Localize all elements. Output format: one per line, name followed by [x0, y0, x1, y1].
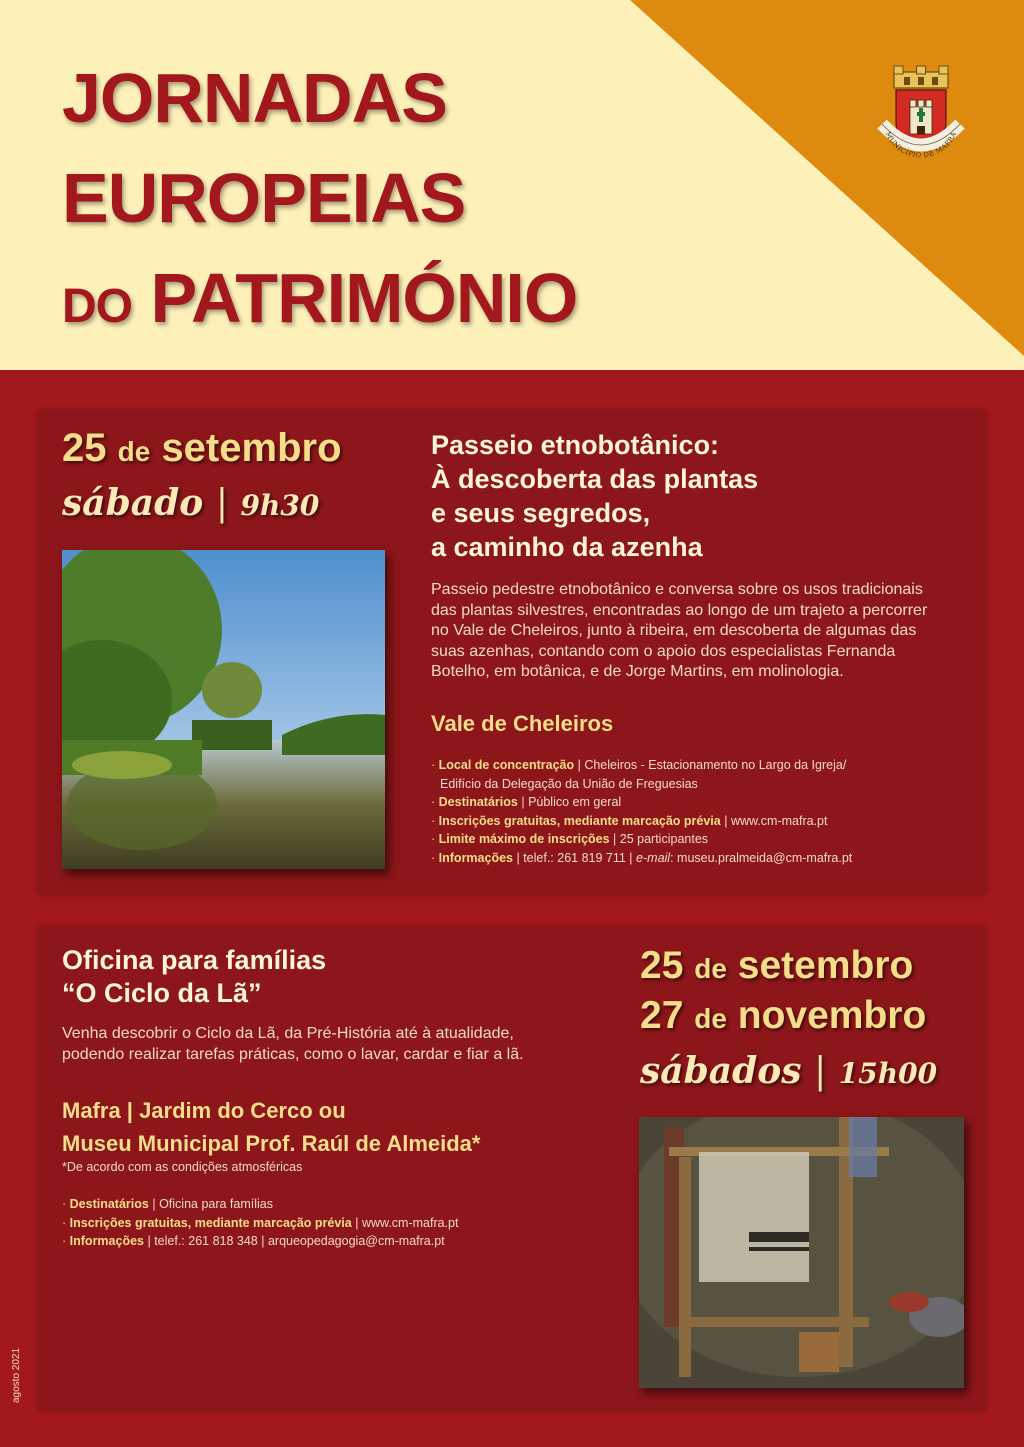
event1-description — [431, 580, 927, 683]
title-line-jornadas: JORNADAS — [62, 59, 447, 137]
event2-location — [62, 1094, 480, 1160]
event2-month: novembro — [737, 994, 927, 1037]
bullet: · — [431, 795, 436, 809]
bullet: · — [62, 1197, 67, 1211]
event1-separator: | — [215, 483, 228, 524]
event1-time: 9h30 — [240, 489, 320, 522]
event2-date-2 — [640, 994, 926, 1038]
title-do: DO — [62, 280, 132, 333]
info-label: Destinatários — [438, 795, 518, 809]
event2-de: de — [694, 1003, 727, 1034]
info-row-destinatarios — [62, 1195, 458, 1214]
info-label: Informações — [69, 1234, 144, 1248]
info-row-inscricoes — [431, 812, 852, 831]
event2-description — [62, 1024, 524, 1065]
event1-title-line: À descoberta das plantas — [431, 464, 759, 494]
event1-weekday-time — [62, 482, 319, 524]
info-value: | Cheleiros - Estacionamento no Largo da Igreja/ — [577, 758, 847, 772]
title-patrimonio: PATRIMÓNIO — [150, 259, 578, 337]
event2-weekday: sábados — [640, 1050, 802, 1092]
event1-title-line: a caminho da azenha — [431, 532, 703, 562]
event2-separator: | — [814, 1051, 827, 1092]
description-line: Venha descobrir o Ciclo da Lã, da Pré-História até à atualidade, — [62, 1025, 514, 1042]
info-label: Local de concentração — [438, 758, 575, 772]
loom-photo — [639, 1117, 964, 1388]
info-row-informacoes — [431, 849, 852, 868]
weather-note: *De acordo com as condições atmosféricas — [62, 1160, 303, 1174]
info-label: Inscrições gratuitas, mediante marcação prévia — [438, 813, 721, 828]
event2-title — [62, 944, 326, 1010]
info-label: Inscrições gratuitas, mediante marcação prévia — [69, 1215, 352, 1230]
info-label: Destinatários — [69, 1197, 149, 1211]
email-label: e-mail — [636, 850, 671, 865]
event2-title-line: “O Ciclo da Lã” — [62, 978, 262, 1008]
info-value: | Oficina para famílias — [152, 1197, 273, 1211]
email-link[interactable]: : museu.pralmeida@cm-mafra.pt — [670, 850, 853, 865]
event1-title-line: Passeio etnobotânico: — [431, 430, 720, 460]
info-row-informacoes — [62, 1232, 458, 1251]
event2-title-line: Oficina para famílias — [62, 945, 327, 975]
event2-month: setembro — [737, 944, 914, 987]
event2-time: 15h00 — [838, 1057, 938, 1090]
info-value: | 25 participantes — [613, 832, 709, 846]
description-line: suas azenhas, contando com o apoio dos especialistas Fernanda — [431, 642, 896, 660]
event2-date-1 — [640, 944, 913, 988]
website-link[interactable]: | www.cm-mafra.pt — [724, 813, 828, 828]
event1-location: Vale de Cheleiros — [431, 711, 614, 736]
event2-weekday-time — [640, 1050, 937, 1092]
bullet: · — [431, 813, 436, 828]
description-line: Passeio pedestre etnobotânico e conversa sobre os usos tradicionais — [431, 581, 923, 598]
municipality-crest-logo — [866, 62, 976, 170]
event2-info-list — [62, 1195, 458, 1251]
title-line-europeias: EUROPEIAS — [62, 159, 466, 237]
footer-date: agosto 2021 — [11, 1347, 22, 1403]
event2-day-number: 27 — [640, 994, 684, 1037]
event1-day-number: 25 — [62, 426, 107, 470]
title-line-patrimonio — [62, 258, 577, 338]
event1-title-line: e seus segredos, — [431, 498, 651, 528]
info-value[interactable]: | telef.: 261 818 348 | arqueopedagogia@cm-mafra.pt — [147, 1234, 445, 1248]
info-row-local — [431, 756, 852, 775]
event1-date — [62, 426, 342, 471]
website-link[interactable]: | www.cm-mafra.pt — [355, 1215, 459, 1230]
event1-month: setembro — [161, 426, 342, 470]
info-label: Limite máximo de inscrições — [438, 832, 610, 846]
info-row-limite — [431, 830, 852, 849]
event1-weekday: sábado — [62, 482, 204, 524]
info-value: | telef.: 261 819 711 | — [516, 850, 633, 865]
bullet: · — [431, 850, 436, 865]
info-row-destinatarios — [431, 793, 852, 812]
bullet: · — [431, 758, 436, 772]
info-value: | Público em geral — [521, 795, 622, 809]
description-line: Botelho, em botânica, e de Jorge Martins, em molinologia. — [431, 663, 844, 680]
crest-ribbon-text: MUNICÍPIO DE MAFRA — [883, 130, 959, 160]
event1-title — [431, 428, 758, 564]
info-label: Informações — [438, 850, 513, 865]
river-landscape-photo — [62, 550, 385, 869]
event2-location-line: Mafra | Jardim do Cerco ou — [62, 1098, 346, 1123]
description-line: das plantas silvestres, encontradas ao longo de um trajeto a percorrer — [431, 601, 928, 619]
event1-de: de — [117, 436, 151, 467]
bullet: · — [62, 1234, 67, 1248]
event1-info-list — [431, 756, 852, 867]
info-row-inscricoes — [62, 1214, 458, 1233]
info-row-local-cont: Edifício da Delegação da União de Freguesias — [440, 776, 698, 791]
event2-location-line: Museu Municipal Prof. Raúl de Almeida* — [62, 1131, 481, 1156]
mural-crown — [894, 66, 948, 88]
event2-day-number: 25 — [640, 944, 684, 987]
description-line: podendo realizar tarefas práticas, como o lavar, cardar e fiar a lã. — [62, 1045, 524, 1063]
description-line: no Vale de Cheleiros, junto à ribeira, em descoberta de algumas das — [431, 622, 917, 639]
bullet: · — [431, 832, 436, 846]
bullet: · — [62, 1215, 67, 1230]
header-banner — [0, 0, 1024, 370]
event2-de: de — [694, 953, 727, 984]
